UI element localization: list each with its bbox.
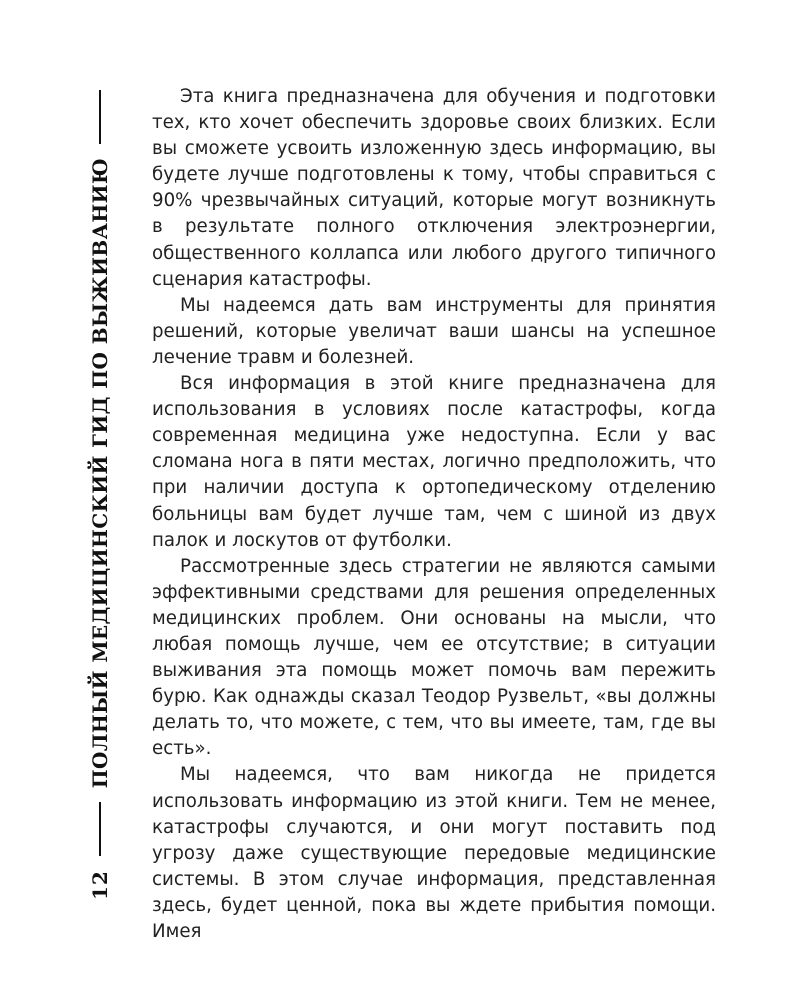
page-number: 12 — [88, 870, 112, 900]
paragraph: Мы надеемся дать вам инструменты для принятия решений, которые увеличат ваши шансы на успешное лечение травм и болезней. — [152, 294, 716, 368]
running-head-rule-left — [99, 802, 101, 856]
paragraph: Рассмотренные здесь стратегии не являются самыми эффективными средствами для решения определенных медицинских проблем. Они основаны на мысли, что любая помощь лучше, чем ее отсутствие; в ситуации выживания эта помощь может помочь вам пережить бурю. Как однажды сказал Теодор Рузвельт, «вы должны делать то, что можете, с тем, что вы имеете, там, где вы есть». — [152, 555, 716, 760]
body-text — [152, 84, 716, 945]
paragraph: Вся информация в этой книге предназначена для использования в условиях после катастрофы, когда современная медицина уже недоступна. Если у вас сломана нога в пяти местах, логично предположить, что при наличии доступа к ортопедическому отделению больницы вам будет лучше там, чем с шиной из двух палок и лоскутов от футболки. — [152, 373, 716, 551]
running-head — [80, 90, 120, 900]
running-head-rule-right — [99, 90, 101, 144]
running-head-rotated — [85, 90, 115, 900]
paragraph: Эта книга предназначена для обучения и подготовки тех, кто хочет обеспечить здоровье своих близких. Если вы сможете усвоить изложенную здесь информацию, вы будете лучше подготовлены к тому, чтобы справиться с 90% чрезвычайных ситуаций, которые могут возникнуть в результате полного отключения электроэнергии, общественного коллапса или любого другого типичного сценария катастрофы. — [152, 86, 716, 290]
running-head-title: ПОЛНЫЙ МЕДИЦИНСКИЙ ГИД ПО ВЫЖИВАНИЮ — [88, 157, 112, 789]
paragraph: Мы надеемся, что вам никогда не придется использовать информацию из этой книги. Тем не менее, катастрофы случаются, и они могут поставить под угрозу даже существующие передовые медицинские системы. В этом случае информация, представленная здесь, будет ценной, пока вы ждете прибытия помощи. Имея — [152, 764, 716, 942]
